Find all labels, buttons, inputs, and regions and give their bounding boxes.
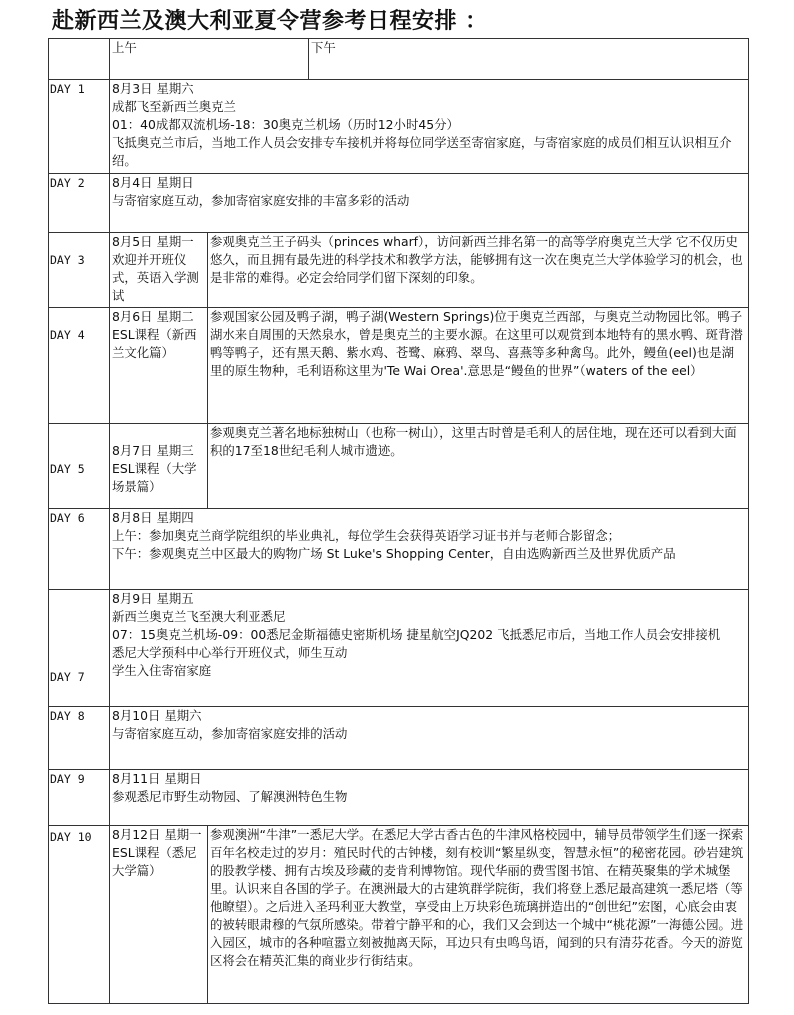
table-row bbox=[49, 308, 749, 424]
morning-activity: ESL课程（悉尼大学篇） bbox=[112, 845, 197, 878]
day-label: DAY 2 bbox=[49, 174, 110, 233]
schedule-table bbox=[48, 38, 749, 1004]
date-line: 8月12日 星期一 bbox=[112, 827, 202, 842]
header-pm: 下午 bbox=[309, 39, 749, 80]
header-am: 上午 bbox=[110, 39, 309, 80]
afternoon-activity: 参观奥克兰著名地标独树山（也称一树山），这里古时曾是毛利人的居住地，现在还可以看到大面积的17至18世纪毛利人城市遗迹。 bbox=[210, 425, 737, 458]
date-line: 8月3日 星期六 bbox=[112, 81, 194, 96]
day-label: DAY 6 bbox=[49, 509, 110, 590]
afternoon-activity: 参观澳洲“牛津”一悉尼大学。在悉尼大学古香古色的牛津风格校园中，辅导员带领学生们逐一探索百年名校走过的岁月：殖民时代的古钟楼，刻有校训“繁星纵变，智慧永恒”的秘密花园。砂岩建筑的股教学楼、拥有古埃及珍藏的麦肯利博物馆。现代华丽的费雪图书馆、在精英聚集的学术城堡里。认识来自各国的学子。在澳洲最大的古建筑群学院街，我们将登上悉尼最高建筑一悉尼塔（等他瞭望）。之后进入圣玛利亚大教堂，享受由上万块彩色琉璃拼造出的“创世纪”宏图，心底会由衷的被转眼肃穆的气氛所感染。带着宁静平和的心，我们又会到达一个城中“桃花源”一海德公园。进入园区，城市的各种喧嚣立刻被抛离天际，耳边只有虫鸣鸟语，闻到的只有清芬花香。今天的游览区将会在精英汇集的商业步行街结束。 bbox=[210, 827, 744, 968]
afternoon-activity: 参观奥克兰王子码头（princes wharf），访问新西兰排名第一的高等学府奥克兰大学 它不仅历史悠久，而且拥有最先进的科学技术和教学方法，能够拥有这一次在奥克兰大学体验学习的机会，也是非常的难得。必定会给同学们留下深刻的印象。 bbox=[210, 234, 743, 285]
afternoon-cell bbox=[208, 308, 749, 424]
activity-line: 悉尼大学预科中心举行开班仪式，师生互动 bbox=[112, 645, 348, 660]
activity-line: 与寄宿家庭互动，参加寄宿家庭安排的丰富多彩的活动 bbox=[112, 193, 410, 208]
day-content bbox=[110, 590, 749, 707]
day-label: DAY 3 bbox=[49, 233, 110, 308]
date-line: 8月4日 星期日 bbox=[112, 175, 194, 190]
date-line: 8月5日 星期一 bbox=[112, 234, 194, 249]
table-row bbox=[49, 707, 749, 770]
afternoon-activity: 参观国家公园及鸭子湖，鸭子湖(Western Springs)位于奥克兰西部，与奥克兰动物园比邻。鸭子湖水来自周围的天然泉水，曾是奥克兰的主要水源。在这里可以观赏到本地特有的黑水鸭、斑背潜鸭等鸭子，还有黑天鹅、紫水鸡、苍鹭、麻鸦、翠鸟、喜燕等多种禽鸟。此外，鳗鱼(eel)也是湖里的原生物种，毛利语称这里为'Te Wai Orea'.意思是“鳗鱼的世界”（waters of the eel） bbox=[210, 309, 743, 378]
date-line: 8月7日 星期三 bbox=[112, 443, 194, 458]
day-content bbox=[110, 770, 749, 826]
table-row bbox=[49, 174, 749, 233]
activity-line: 下午：参观奥克兰中区最大的购物广场 St Luke's Shopping Center，自由选购新西兰及世界优质产品 bbox=[112, 546, 676, 561]
afternoon-cell bbox=[208, 233, 749, 308]
activity-line: 07：15奥克兰机场-09：00悉尼金斯福德史密斯机场 捷星航空JQ202 飞抵悉尼市后，当地工作人员会安排接机 bbox=[112, 627, 721, 642]
morning-cell bbox=[110, 826, 208, 1004]
day-content bbox=[110, 509, 749, 590]
activity-line: 参观悉尼市野生动物园、了解澳洲特色生物 bbox=[112, 789, 348, 804]
table-row bbox=[49, 509, 749, 590]
day-content bbox=[110, 707, 749, 770]
table-row bbox=[49, 80, 749, 174]
day-label: DAY 8 bbox=[49, 707, 110, 770]
afternoon-cell bbox=[208, 826, 749, 1004]
day-content bbox=[110, 80, 749, 174]
activity-line: 与寄宿家庭互动，参加寄宿家庭安排的活动 bbox=[112, 726, 348, 741]
day-label: DAY 4 bbox=[49, 308, 110, 424]
morning-activity: 欢迎并开班仪式，英语入学测试 bbox=[112, 252, 199, 303]
activity-line: 飞抵奥克兰市后，当地工作人员会安排专车接机并将每位同学送至寄宿家庭，与寄宿家庭的成员们相互认识相互介绍。 bbox=[112, 135, 732, 168]
date-line: 8月6日 星期二 bbox=[112, 309, 194, 324]
table-row bbox=[49, 424, 749, 509]
day-label: DAY 10 bbox=[49, 826, 110, 1004]
afternoon-cell bbox=[208, 424, 749, 509]
morning-cell bbox=[110, 424, 208, 509]
day-content bbox=[110, 174, 749, 233]
activity-line: 01：40成都双流机场-18：30奥克兰机场（历时12小时45分） bbox=[112, 117, 459, 132]
day-label: DAY 1 bbox=[49, 80, 110, 174]
table-row bbox=[49, 770, 749, 826]
morning-activity: ESL课程（大学场景篇） bbox=[112, 461, 197, 494]
day-label: DAY 5 bbox=[49, 424, 110, 509]
date-line: 8月11日 星期日 bbox=[112, 771, 202, 786]
page-title: 赴新西兰及澳大利亚夏令营参考日程安排 ： bbox=[52, 9, 488, 34]
table-row bbox=[49, 826, 749, 1004]
date-line: 8月9日 星期五 bbox=[112, 591, 194, 606]
morning-cell bbox=[110, 308, 208, 424]
table-row bbox=[49, 233, 749, 308]
activity-line: 成都飞至新西兰奥克兰 bbox=[112, 99, 236, 114]
table-header-row bbox=[49, 39, 749, 80]
day-label: DAY 9 bbox=[49, 770, 110, 826]
date-line: 8月8日 星期四 bbox=[112, 510, 194, 525]
activity-line: 学生入住寄宿家庭 bbox=[112, 663, 212, 678]
activity-line: 新西兰奥克兰飞至澳大利亚悉尼 bbox=[112, 609, 286, 624]
day-label: DAY 7 bbox=[49, 590, 110, 707]
activity-line: 上午：参加奥克兰商学院组织的毕业典礼，每位学生会获得英语学习证书并与老师合影留念； bbox=[112, 528, 621, 543]
morning-activity: ESL课程（新西兰文化篇） bbox=[112, 327, 197, 360]
morning-cell bbox=[110, 233, 208, 308]
table-row bbox=[49, 590, 749, 707]
date-line: 8月10日 星期六 bbox=[112, 708, 202, 723]
